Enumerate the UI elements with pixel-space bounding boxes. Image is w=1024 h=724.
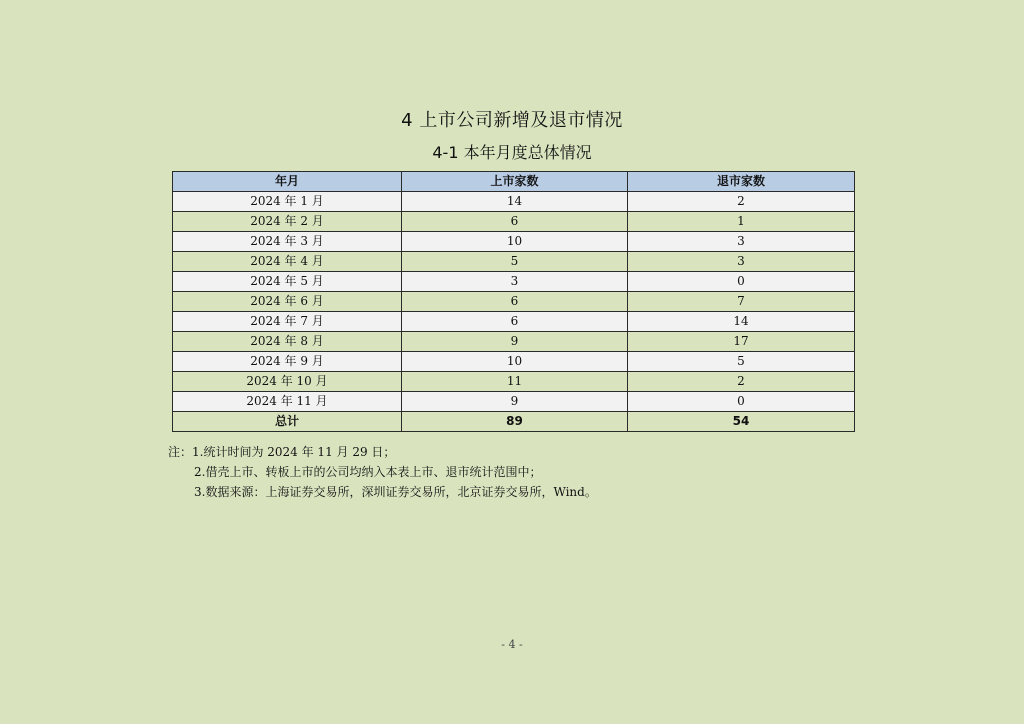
month-cell: 2024 年 10 月 [173,372,402,392]
delisted-cell: 1 [628,212,855,232]
table-header-row [173,172,855,192]
delisted-cell: 14 [628,312,855,332]
table-row [173,352,855,372]
header-month: 年月 [173,172,402,192]
month-cell: 2024 年 7 月 [173,312,402,332]
delisted-cell: 5 [628,352,855,372]
total-listed: 89 [402,412,628,432]
month-cell: 2024 年 9 月 [173,352,402,372]
delisted-cell: 3 [628,232,855,252]
section-title: 4 上市公司新增及退市情况 [401,110,623,131]
table-row [173,272,855,292]
month-cell: 2024 年 6 月 [173,292,402,312]
monthly-listing-table [172,171,855,432]
delisted-cell: 3 [628,252,855,272]
listed-cell: 11 [402,372,628,392]
note-2: 2.借壳上市、转板上市的公司均纳入本表上市、退市统计范围中； [194,465,542,479]
note-1: 注：1.统计时间为 2024 年 11 月 29 日； [168,445,396,459]
total-delisted: 54 [628,412,855,432]
listed-cell: 5 [402,252,628,272]
listed-cell: 6 [402,292,628,312]
table-row [173,192,855,212]
listed-cell: 9 [402,332,628,352]
month-cell: 2024 年 1 月 [173,192,402,212]
listed-cell: 10 [402,232,628,252]
delisted-cell: 2 [628,192,855,212]
note-3: 3.数据来源：上海证券交易所，深圳证券交易所，北京证券交易所，Wind。 [194,485,597,499]
table-row [173,212,855,232]
table-row [173,392,855,412]
delisted-cell: 7 [628,292,855,312]
table-row [173,292,855,312]
delisted-cell: 0 [628,272,855,292]
listed-cell: 14 [402,192,628,212]
total-label: 总计 [173,412,402,432]
listed-cell: 3 [402,272,628,292]
header-listed: 上市家数 [402,172,628,192]
delisted-cell: 0 [628,392,855,412]
delisted-cell: 17 [628,332,855,352]
page-number: - 4 - [501,638,523,651]
table-title: 4-1 本年月度总体情况 [432,143,592,162]
header-delisted: 退市家数 [628,172,855,192]
total-row [173,412,855,432]
month-cell: 2024 年 2 月 [173,212,402,232]
table-row [173,312,855,332]
delisted-cell: 2 [628,372,855,392]
table-row [173,252,855,272]
month-cell: 2024 年 8 月 [173,332,402,352]
listed-cell: 9 [402,392,628,412]
listed-cell: 6 [402,212,628,232]
listed-cell: 6 [402,312,628,332]
month-cell: 2024 年 3 月 [173,232,402,252]
listed-cell: 10 [402,352,628,372]
table-notes [168,442,597,502]
month-cell: 2024 年 11 月 [173,392,402,412]
table-row [173,232,855,252]
month-cell: 2024 年 5 月 [173,272,402,292]
month-cell: 2024 年 4 月 [173,252,402,272]
table-row [173,332,855,352]
table-row [173,372,855,392]
